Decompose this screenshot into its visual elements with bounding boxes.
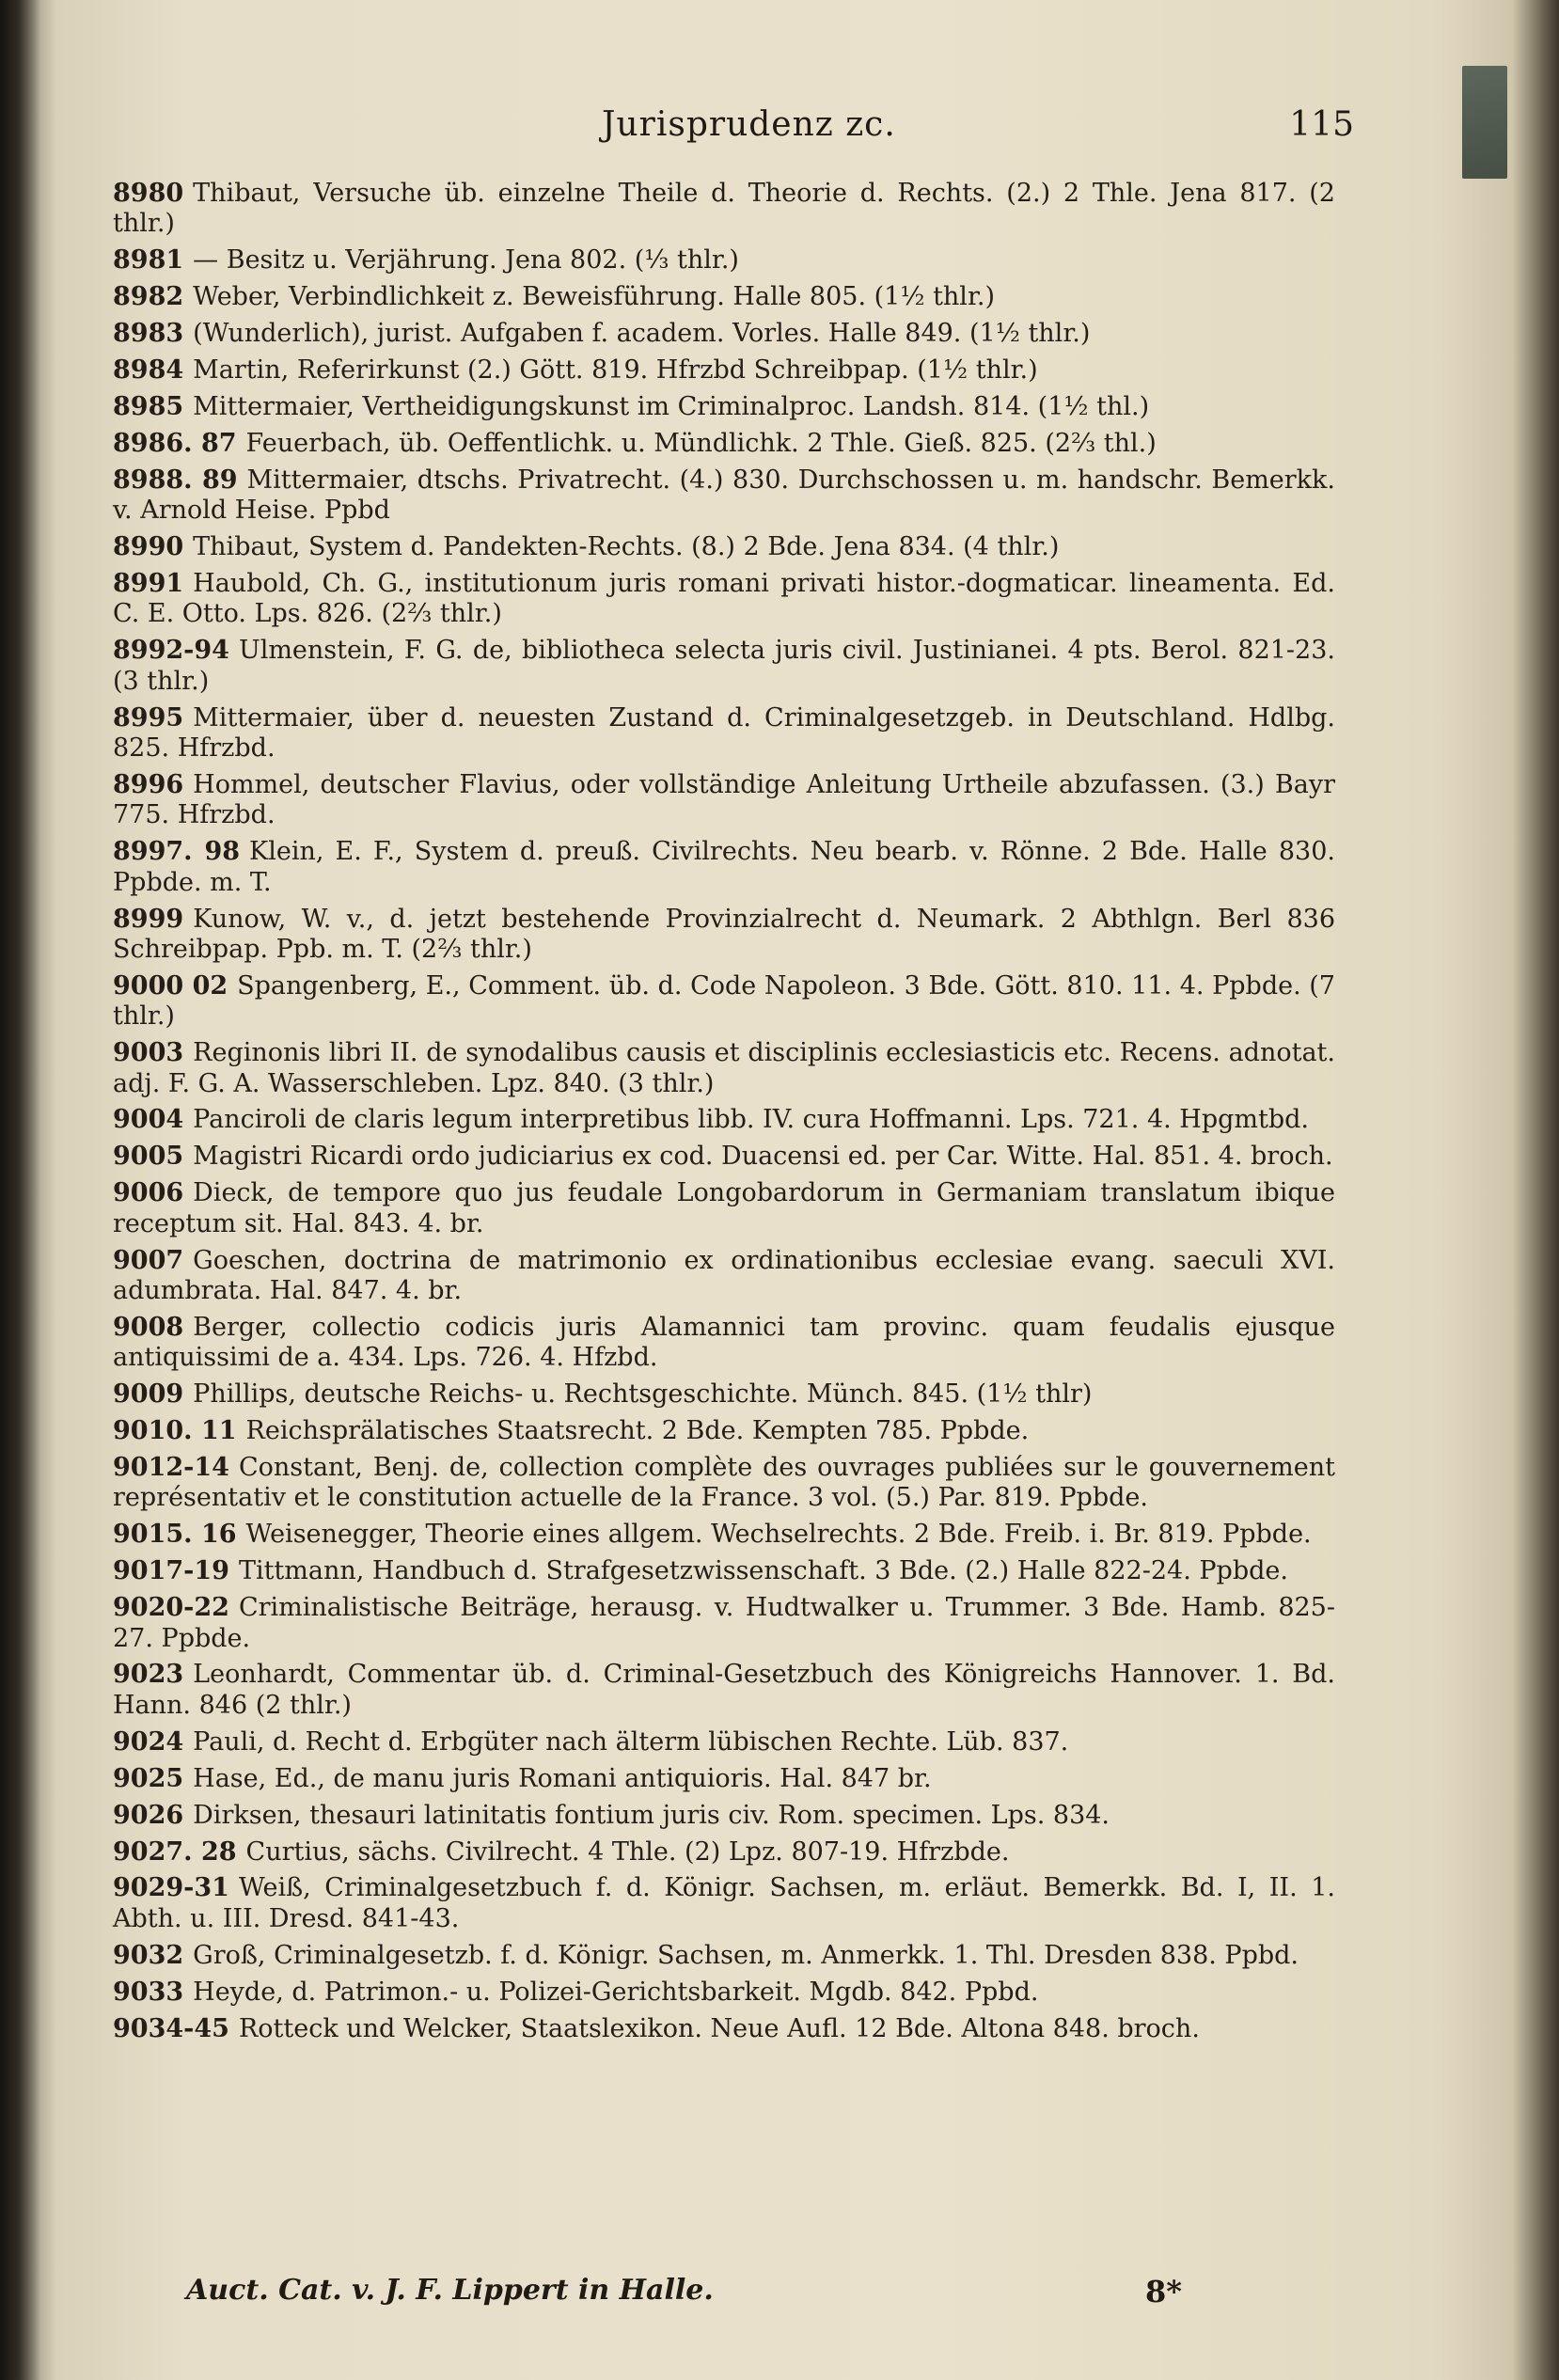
- entry-text: Rotteck und Welcker, Staatslexikon. Neue Aufl. 12 Bde. Altona 848. broch.: [238, 2013, 1200, 2043]
- entry-text: Feuerbach, üb. Oeffentlichk. u. Mündlichk. 2 Thle. Gieß. 825. (2⅔ thl.): [245, 428, 1157, 458]
- entry-text: Reginonis libri II. de synodalibus causis et disciplinis ecclesiasticis etc. Recens. adnotat. adj. F. G. A. Wasserschleben. Lpz. 840. (3 thlr.): [113, 1038, 1335, 1098]
- entry-text: Ulmenstein, F. G. de, bibliotheca selecta juris civil. Justinianei. 4 pts. Berol. 821-23. (3 thlr.): [113, 636, 1335, 696]
- catalog-entry: [113, 1764, 1335, 1794]
- catalog-entries: [113, 179, 1335, 2050]
- entry-number: 8980: [113, 179, 184, 208]
- entry-number: 8986. 87: [113, 428, 237, 458]
- entry-text: (Wunderlich), jurist. Aufgaben f. academ. Vorles. Halle 849. (1½ thlr.): [193, 319, 1091, 349]
- entry-text: Spangenberg, E., Comment. üb. d. Code Napoleon. 3 Bde. Gött. 810. 11. 4. Ppbde. (7 thlr.): [113, 970, 1335, 1032]
- entry-text: Martin, Referirkunst (2.) Gött. 819. Hfrzbd Schreibpap. (1½ thlr.): [193, 355, 1038, 386]
- catalog-entry: [113, 569, 1335, 630]
- catalog-entry: [113, 429, 1335, 459]
- bookmark-ribbon: [1462, 66, 1507, 179]
- entry-text: Haubold, Ch. G., institutionum juris romani privati histor.-dogmaticar. lineamenta. Ed. C. E. Otto. Lps. 826. (2⅔ thlr.): [113, 568, 1335, 629]
- catalog-entry: [113, 1313, 1335, 1374]
- catalog-entry: [113, 1520, 1335, 1550]
- catalog-entry: [113, 245, 1335, 276]
- catalog-entry: [113, 1178, 1335, 1239]
- entry-number: 9012-14: [113, 1453, 229, 1483]
- catalog-entry: [113, 703, 1335, 764]
- entry-number: 9034-45: [113, 2013, 229, 2043]
- entry-text: Weisenegger, Theorie eines allgem. Wechselrechts. 2 Bde. Freib. i. Br. 819. Ppbde.: [245, 1520, 1312, 1550]
- entry-text: Magistri Ricardi ordo judiciarius ex cod. Duacensi ed. per Car. Witte. Hal. 851. 4. broch.: [193, 1142, 1333, 1172]
- entry-number: 9005: [113, 1142, 184, 1172]
- entry-text: Mittermaier, Vertheidigungskunst im Criminalproc. Landsh. 814. (1½ thl.): [193, 391, 1150, 421]
- catalog-entry: [113, 1941, 1335, 1971]
- entry-number: 9029-31: [113, 1873, 229, 1903]
- catalog-entry: [113, 465, 1335, 527]
- entry-number: 9008: [113, 1312, 184, 1342]
- entry-text: Klein, E. F., System d. preuß. Civilrechts. Neu bearb. v. Rönne. 2 Bde. Halle 830. Ppbde. m. T.: [113, 837, 1335, 897]
- entry-number: 9024: [113, 1726, 184, 1757]
- catalog-entry: [113, 1556, 1335, 1586]
- entry-text: Panciroli de claris legum interpretibus libb. IV. cura Hoffmanni. Lps. 721. 4. Hpgmtbd.: [193, 1105, 1310, 1135]
- entry-text: Heyde, d. Patrimon.- u. Polizei-Gerichtsbarkeit. Mgdb. 842. Ppbd.: [193, 1977, 1039, 2007]
- catalog-entry: [113, 282, 1335, 312]
- entry-text: Dirksen, thesauri latinitatis fontium juris civ. Rom. specimen. Lps. 834.: [193, 1800, 1110, 1830]
- entry-number: 8996: [113, 769, 184, 799]
- entry-number: 8997. 98: [113, 837, 241, 867]
- entry-number: 9015. 16: [113, 1520, 237, 1550]
- catalog-entry: [113, 1978, 1335, 2008]
- entry-number: 8992-94: [113, 636, 229, 666]
- entry-number: 9027. 28: [113, 1836, 237, 1867]
- catalog-entry: [113, 636, 1335, 697]
- entry-text: Thibaut, Versuche üb. einzelne Theile d. Theorie d. Rechts. (2.) 2 Thle. Jena 817. (2 thlr.): [113, 179, 1335, 239]
- entry-text: Dieck, de tempore quo jus feudale Longobardorum in Germaniam translatum ibique receptum sit. Hal. 843. 4. br.: [113, 1178, 1335, 1238]
- entry-text: Curtius, sächs. Civilrecht. 4 Thle. (2) Lpz. 807-19. Hfrzbde.: [245, 1836, 1010, 1867]
- entry-text: Phillips, deutsche Reichs- u. Rechtsgeschichte. Münch. 845. (1½ thlr): [193, 1379, 1093, 1410]
- entry-number: 9007: [113, 1245, 184, 1275]
- catalog-imprint: Auct. Cat. v. J. F. Lippert in Halle.: [186, 2274, 714, 2307]
- catalog-entry: [113, 1873, 1335, 1934]
- catalog-entry: [113, 1246, 1335, 1307]
- entry-number: 9017-19: [113, 1556, 229, 1586]
- entry-text: Weiß, Criminalgesetzbuch f. d. Königr. Sachsen, m. erläut. Bemerkk. Bd. I, II. 1. Abth. u. III. Dresd. 841-43.: [113, 1873, 1335, 1933]
- catalog-entry: [113, 1453, 1335, 1514]
- catalog-entry: [113, 532, 1335, 562]
- entry-text: Reichsprälatisches Staatsrecht. 2 Bde. Kempten 785. Ppbde.: [245, 1416, 1030, 1446]
- entry-text: Goeschen, doctrina de matrimonio ex ordinationibus ecclesiae evang. saeculi XVI. adumbrata. Hal. 847. 4. br.: [113, 1245, 1335, 1305]
- catalog-entry: [113, 1801, 1335, 1831]
- entry-number: 8983: [113, 319, 184, 349]
- catalog-entry: [113, 1038, 1335, 1099]
- catalog-entry: [113, 179, 1335, 240]
- entry-text: Hase, Ed., de manu juris Romani antiquioris. Hal. 847 br.: [193, 1763, 932, 1793]
- entry-number: 8990: [113, 532, 184, 562]
- entry-number: 9023: [113, 1660, 184, 1690]
- entry-number: 8999: [113, 904, 184, 934]
- catalog-entry: [113, 1593, 1335, 1654]
- entry-text: Criminalistische Beiträge, herausg. v. Hudtwalker u. Trummer. 3 Bde. Hamb. 825-27. Ppbde.: [113, 1593, 1335, 1653]
- entry-number: 8991: [113, 568, 184, 598]
- entry-number: 9010. 11: [113, 1416, 237, 1446]
- entry-text: Berger, collectio codicis juris Alamannici tam provinc. quam feudalis ejusque antiquissimi de a. 434. Lps. 726. 4. Hfzbd.: [113, 1312, 1335, 1373]
- catalog-entry: [113, 319, 1335, 349]
- entry-text: Constant, Benj. de, collection complète des ouvrages publiées sur le gouvernement représentativ et le constitution actuelle de la France. 3 vol. (5.) Par. 819. Ppbde.: [113, 1453, 1335, 1513]
- entry-text: Hommel, deutscher Flavius, oder vollständige Anleitung Urtheile abzufassen. (3.) Bayr 775. Hfrzbd.: [113, 769, 1335, 830]
- catalog-entry: [113, 1727, 1335, 1757]
- entry-number: 9006: [113, 1178, 184, 1208]
- entry-number: 8988. 89: [113, 465, 238, 495]
- page: [113, 0, 1363, 2380]
- entry-text: — Besitz u. Verjährung. Jena 802. (⅓ thlr.): [193, 245, 739, 276]
- page-footer: [186, 2274, 1220, 2321]
- catalog-entry: [113, 905, 1335, 966]
- catalog-entry: [113, 1660, 1335, 1721]
- entry-number: 9033: [113, 1977, 184, 2007]
- catalog-entry: [113, 355, 1335, 386]
- entry-number: 9004: [113, 1105, 184, 1135]
- entry-number: 9032: [113, 1940, 184, 1970]
- entry-text: Pauli, d. Recht d. Erbgüter nach älterm lübischen Rechte. Lüb. 837.: [193, 1726, 1069, 1757]
- entry-number: 9025: [113, 1763, 184, 1793]
- entry-number: 9020-22: [113, 1593, 229, 1623]
- entry-number: 9000 02: [113, 970, 228, 1001]
- entry-number: 9009: [113, 1379, 184, 1410]
- running-title: Jurisprudenz zc.: [602, 105, 896, 144]
- catalog-entry: [113, 837, 1335, 898]
- entry-number: 8995: [113, 702, 184, 733]
- entry-text: Kunow, W. v., d. jetzt bestehende Provinzialrecht d. Neumark. 2 Abthlgn. Berl 836 Schreibpap. Ppb. m. T. (2⅔ thlr.): [113, 904, 1335, 964]
- entry-text: Leonhardt, Commentar üb. d. Criminal-Gesetzbuch des Königreichs Hannover. 1. Bd. Hann. 846 (2 thlr.): [113, 1660, 1335, 1720]
- entry-number: 9003: [113, 1038, 184, 1068]
- page-number: 115: [1289, 105, 1354, 144]
- entry-text: Tittmann, Handbuch d. Strafgesetzwissenschaft. 3 Bde. (2.) Halle 822-24. Ppbde.: [238, 1556, 1288, 1586]
- entry-text: Mittermaier, dtschs. Privatrecht. (4.) 830. Durchschossen u. m. handschr. Bemerkk. v. Arnold Heise. Ppbd: [113, 465, 1335, 526]
- page-header: [113, 105, 1354, 162]
- entry-number: 9026: [113, 1800, 184, 1830]
- catalog-entry: [113, 1416, 1335, 1446]
- catalog-entry: [113, 1105, 1335, 1135]
- catalog-entry: [113, 392, 1335, 422]
- entry-text: Groß, Criminalgesetzb. f. d. Königr. Sachsen, m. Anmerkk. 1. Thl. Dresden 838. Ppbd.: [193, 1940, 1299, 1970]
- signature-mark: 8*: [1145, 2274, 1182, 2309]
- catalog-entry: [113, 2014, 1335, 2044]
- entry-number: 8984: [113, 355, 184, 386]
- entry-text: Thibaut, System d. Pandekten-Rechts. (8.) 2 Bde. Jena 834. (4 thlr.): [193, 532, 1060, 562]
- catalog-entry: [113, 971, 1335, 1032]
- catalog-entry: [113, 1142, 1335, 1172]
- entry-text: Mittermaier, über d. neuesten Zustand d. Criminalgesetzgeb. in Deutschland. Hdlbg. 825. Hfrzbd.: [113, 702, 1335, 763]
- entry-number: 8982: [113, 282, 184, 312]
- catalog-entry: [113, 770, 1335, 831]
- catalog-entry: [113, 1837, 1335, 1868]
- catalog-entry: [113, 1379, 1335, 1410]
- entry-number: 8985: [113, 391, 184, 421]
- entry-text: Weber, Verbindlichkeit z. Beweisführung. Halle 805. (1½ thlr.): [193, 282, 996, 312]
- spine-shadow: [0, 0, 56, 2380]
- entry-number: 8981: [113, 245, 184, 276]
